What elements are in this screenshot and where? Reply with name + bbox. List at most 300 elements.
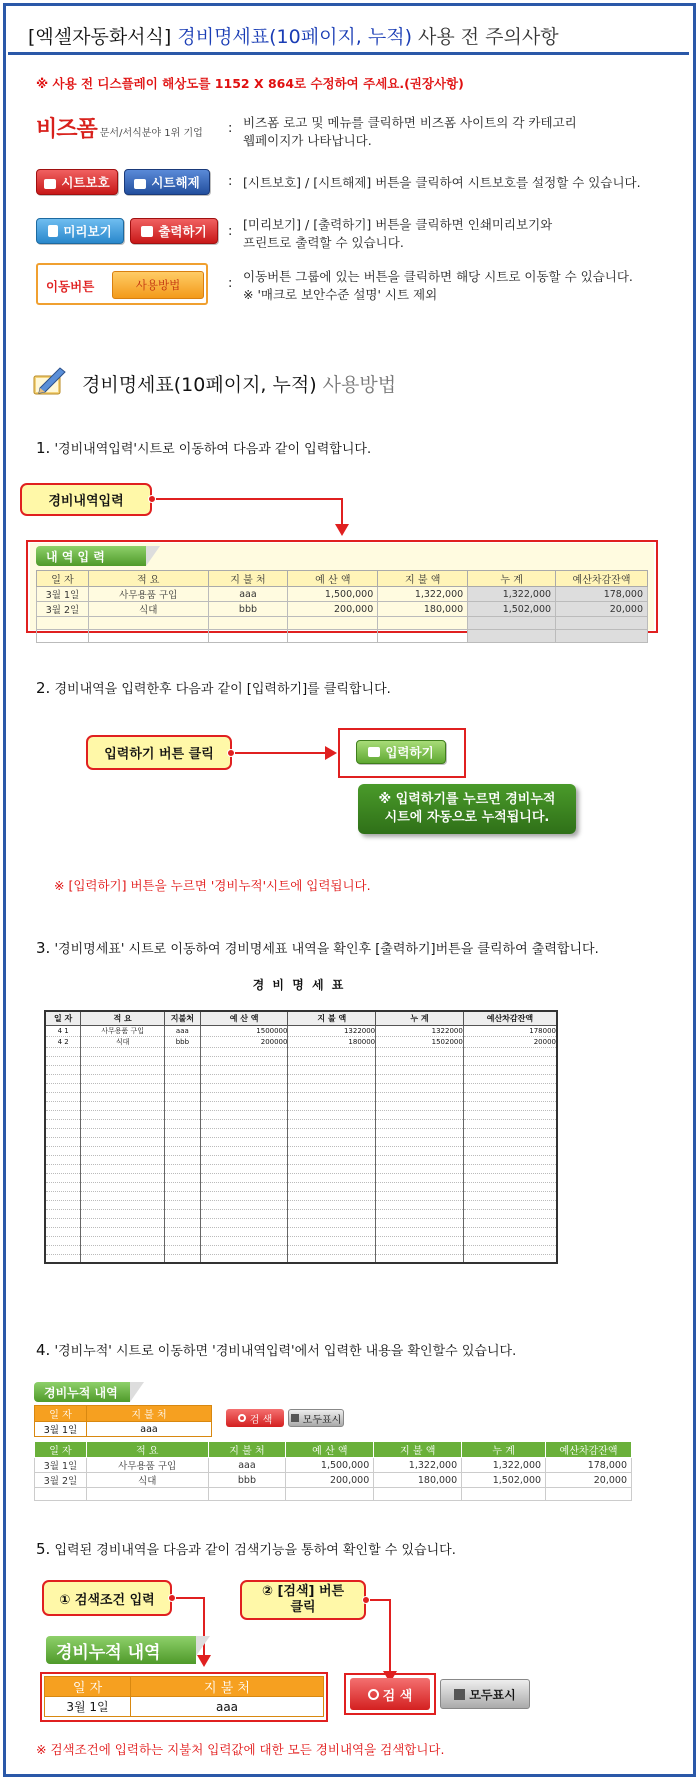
show-all-button[interactable] xyxy=(288,1409,344,1427)
ledger-cell xyxy=(376,1200,464,1209)
col-header: 예 산 액 xyxy=(288,571,378,587)
search-button[interactable] xyxy=(226,1409,284,1427)
ledger-cell xyxy=(200,1236,288,1245)
ledger-cell xyxy=(288,1227,376,1236)
ledger-cell xyxy=(288,1092,376,1101)
print-desc-line1: [미리보기] / [출력하기] 버튼을 클릭하면 인쇄미리보기와 xyxy=(243,217,553,232)
move-button-group xyxy=(36,263,208,305)
cell-payee: bbb xyxy=(208,1473,286,1488)
ledger-cell xyxy=(164,1182,200,1191)
col-header: 일 자 xyxy=(37,571,89,587)
ledger-cell xyxy=(81,1236,165,1245)
ledger-cell xyxy=(463,1146,557,1155)
step3-instruction xyxy=(36,938,599,957)
ledger-cell xyxy=(376,1245,464,1254)
cumulative-tab-large: 경비누적 내역 xyxy=(46,1636,196,1664)
ledger-cell: 1322000 xyxy=(376,1025,464,1036)
ledger-cell xyxy=(164,1056,200,1065)
table-row xyxy=(37,602,648,617)
ledger-cell xyxy=(288,1236,376,1245)
ledger-cell xyxy=(45,1047,81,1056)
cell-cumulative: 1,502,000 xyxy=(468,602,556,617)
ledger-cell xyxy=(81,1173,165,1182)
step5-note: ※ 검색조건에 입력하는 지불처 입력값에 대한 모든 경비내역을 검색합니다. xyxy=(36,1742,445,1757)
usage-section-title xyxy=(82,370,396,397)
table-row xyxy=(45,1065,557,1074)
ledger-cell xyxy=(376,1047,464,1056)
unlock-icon xyxy=(134,179,146,189)
search-payee-input[interactable]: aaa xyxy=(87,1422,212,1437)
ledger-cell xyxy=(463,1065,557,1074)
step5-callout-criteria: ① 검색조건 입력 xyxy=(42,1580,172,1616)
section-title-suffix: 사용방법 xyxy=(322,374,397,396)
cell-memo: 식대 xyxy=(86,1473,208,1488)
ledger-cell xyxy=(288,1245,376,1254)
ledger-cell xyxy=(81,1218,165,1227)
table-row xyxy=(45,1200,557,1209)
ledger-cell xyxy=(288,1101,376,1110)
ledger-cell xyxy=(81,1254,165,1263)
step-number: 2. xyxy=(36,679,51,697)
step-text: '경비내역입력'시트로 이동하여 다음과 같이 입력합니다. xyxy=(54,442,372,457)
lock-icon xyxy=(44,179,56,189)
ledger-cell xyxy=(463,1236,557,1245)
ledger-cell xyxy=(200,1137,288,1146)
ledger-cell xyxy=(81,1146,165,1155)
ledger-cell xyxy=(45,1182,81,1191)
ledger-cell xyxy=(45,1119,81,1128)
colon: : xyxy=(228,121,233,136)
step2-instruction xyxy=(36,678,391,697)
step1-callout: 경비내역입력 xyxy=(20,483,152,516)
move-desc-line1: 이동버튼 그룹에 있는 버튼을 클릭하면 해당 시트로 이동할 수 있습니다. xyxy=(243,269,633,284)
cell-paid[interactable]: 1,322,000 xyxy=(378,587,468,602)
colon: : xyxy=(228,224,233,239)
table-row xyxy=(45,1182,557,1191)
ledger-cell xyxy=(200,1056,288,1065)
sheet-protect-button[interactable] xyxy=(36,169,118,195)
table-row xyxy=(45,1101,557,1110)
title-divider xyxy=(8,52,689,55)
cell-paid: 1,322,000 xyxy=(374,1458,462,1473)
table-row xyxy=(45,1236,557,1245)
cell-memo: 사무용품 구입 xyxy=(86,1458,208,1473)
cell-memo[interactable]: 사무용품 구입 xyxy=(88,587,208,602)
unprotect-label: 시트해제 xyxy=(151,175,200,190)
arrow-right-icon xyxy=(325,746,337,760)
bizform-logo[interactable] xyxy=(36,112,203,143)
arrow-down-icon xyxy=(197,1655,211,1667)
col-header: 지 불 처 xyxy=(208,1442,286,1458)
ledger-cell xyxy=(164,1191,200,1200)
ledger-cell xyxy=(376,1092,464,1101)
logo-name: 비즈폼 xyxy=(36,117,97,142)
ledger-cell xyxy=(463,1245,557,1254)
statement-table xyxy=(44,1010,558,1264)
ledger-cell xyxy=(164,1065,200,1074)
ledger-cell xyxy=(376,1101,464,1110)
auto-accumulate-tooltip xyxy=(358,784,576,834)
show-all-button-large[interactable] xyxy=(440,1679,530,1709)
table-row xyxy=(45,1245,557,1254)
show-all-label: 모두표시 xyxy=(302,1414,342,1426)
col-header: 지 불 처 xyxy=(131,1677,324,1697)
ledger-cell: 사무용품 구입 xyxy=(81,1025,165,1036)
step1-instruction xyxy=(36,438,371,457)
table-row xyxy=(37,587,648,602)
cell-balance: 20,000 xyxy=(546,1473,632,1488)
ledger-cell xyxy=(81,1227,165,1236)
ledger-cell: 178000 xyxy=(463,1025,557,1036)
ledger-cell xyxy=(164,1047,200,1056)
ledger-cell xyxy=(45,1083,81,1092)
ledger-cell xyxy=(164,1083,200,1092)
connector-dot xyxy=(148,495,156,503)
table-row xyxy=(45,1128,557,1137)
table-row xyxy=(35,1488,632,1501)
table-row xyxy=(45,1025,557,1036)
sheet-unprotect-button[interactable] xyxy=(124,169,210,195)
table-header-row xyxy=(35,1406,212,1422)
ledger-cell: 1502000 xyxy=(376,1036,464,1047)
table-row xyxy=(45,1155,557,1164)
printer-icon xyxy=(141,226,153,237)
col-header: 예산차감잔액 xyxy=(546,1442,632,1458)
col-header: 지 불 액 xyxy=(374,1442,462,1458)
ledger-cell xyxy=(463,1074,557,1083)
ledger-cell xyxy=(463,1191,557,1200)
table-header-row xyxy=(35,1442,632,1458)
ledger-cell xyxy=(200,1164,288,1173)
ledger-cell xyxy=(81,1200,165,1209)
logo-desc-line1: 비즈폼 로고 및 메뉴를 클릭하면 비즈폼 사이트의 각 카테고리 xyxy=(243,115,577,130)
search-date-input[interactable]: 3월 1일 xyxy=(45,1697,131,1717)
ledger-cell: 200000 xyxy=(200,1036,288,1047)
ledger-cell xyxy=(376,1254,464,1263)
ledger-cell xyxy=(200,1119,288,1128)
cell-cumulative: 1,322,000 xyxy=(468,587,556,602)
ledger-cell xyxy=(164,1245,200,1254)
table-row xyxy=(45,1146,557,1155)
ledger-cell xyxy=(463,1164,557,1173)
table-row xyxy=(45,1036,557,1047)
tooltip-line1: ※ 입력하기를 누르면 경비누적 xyxy=(378,792,556,807)
ledger-cell xyxy=(463,1173,557,1182)
ledger-cell xyxy=(376,1074,464,1083)
ledger-cell xyxy=(164,1209,200,1218)
ledger-cell xyxy=(463,1137,557,1146)
ledger-cell xyxy=(288,1128,376,1137)
col-header: 지 불 처 xyxy=(87,1406,212,1422)
col-header: 지 불 처 xyxy=(208,571,288,587)
ledger-cell xyxy=(81,1209,165,1218)
protect-description: [시트보호] / [시트해제] 버튼을 클릭하여 시트보호를 설정할 수 있습니다. xyxy=(243,175,641,190)
ledger-cell xyxy=(200,1101,288,1110)
col-header: 적 요 xyxy=(88,571,208,587)
ledger-cell xyxy=(376,1182,464,1191)
move-group-label: 이동버튼 xyxy=(46,279,95,294)
ledger-cell xyxy=(45,1128,81,1137)
step-text: '경비누적' 시트로 이동하면 '경비내역입력'에서 입력한 내용을 확인할수 있습니다. xyxy=(54,1344,517,1359)
search-button-label: 검 색 xyxy=(382,1688,413,1704)
ledger-cell xyxy=(200,1209,288,1218)
cell-payee: aaa xyxy=(208,1458,286,1473)
eraser-icon xyxy=(454,1689,465,1700)
eraser-icon xyxy=(291,1414,299,1422)
cell-balance: 20,000 xyxy=(556,602,648,617)
cell-payee[interactable]: bbb xyxy=(208,602,288,617)
ledger-cell xyxy=(288,1065,376,1074)
col-header: 예 산 액 xyxy=(286,1442,374,1458)
ledger-cell xyxy=(164,1218,200,1227)
ledger-cell: aaa xyxy=(164,1025,200,1036)
table-row xyxy=(45,1209,557,1218)
table-header-row xyxy=(45,1011,557,1025)
search-date-input[interactable]: 3월 1일 xyxy=(35,1422,87,1437)
col-header: 지 불 액 xyxy=(378,571,468,587)
cell-memo[interactable]: 식대 xyxy=(88,602,208,617)
ledger-cell xyxy=(45,1173,81,1182)
cell-cumulative: 1,502,000 xyxy=(462,1473,546,1488)
col-header: 일 자 xyxy=(45,1011,81,1025)
ledger-cell xyxy=(200,1245,288,1254)
search-icon xyxy=(238,1414,246,1422)
logo-desc-line2: 웹페이지가 나타납니다. xyxy=(243,133,372,148)
ledger-cell xyxy=(376,1083,464,1092)
cell-date[interactable]: 3월 1일 xyxy=(37,587,89,602)
ledger-cell xyxy=(376,1218,464,1227)
table-row xyxy=(45,1092,557,1101)
ledger-cell xyxy=(81,1101,165,1110)
ledger-cell xyxy=(45,1056,81,1065)
step-text: 입력된 경비내역을 다음과 같이 검색기능을 통하여 확인할 수 있습니다. xyxy=(54,1543,456,1558)
resolution-warning: ※ 사용 전 디스플레이 해상도를 1152 X 864로 수정하여 주세요.(권장사항) xyxy=(36,76,464,91)
ledger-cell xyxy=(164,1074,200,1083)
callout-line2: 클릭 xyxy=(290,1600,316,1615)
statement-title: 경 비 명 세 표 xyxy=(252,978,346,992)
connector-dot xyxy=(362,1596,370,1604)
pencil-notebook-icon xyxy=(30,362,70,398)
step-number: 4. xyxy=(36,1341,51,1359)
print-desc-line2: 프린트로 출력할 수 있습니다. xyxy=(243,235,404,250)
cell-budget: 200,000 xyxy=(286,1473,374,1488)
ledger-cell xyxy=(164,1227,200,1236)
ledger-cell xyxy=(45,1191,81,1200)
ledger-cell xyxy=(200,1065,288,1074)
ledger-cell xyxy=(45,1254,81,1263)
ledger-cell xyxy=(45,1245,81,1254)
table-header-row xyxy=(45,1677,324,1697)
ledger-cell xyxy=(288,1200,376,1209)
ledger-cell xyxy=(200,1047,288,1056)
usage-button[interactable]: 사용방법 xyxy=(112,271,204,299)
ledger-cell xyxy=(376,1056,464,1065)
table-row xyxy=(45,1697,324,1717)
table-row xyxy=(45,1173,557,1182)
step2-callout: 입력하기 버튼 클릭 xyxy=(86,735,232,770)
ledger-cell xyxy=(288,1110,376,1119)
cell-budget[interactable]: 200,000 xyxy=(288,602,378,617)
col-header: 일 자 xyxy=(35,1406,87,1422)
search-button-label: 검 색 xyxy=(249,1414,273,1426)
ledger-cell xyxy=(200,1173,288,1182)
col-header: 적 요 xyxy=(86,1442,208,1458)
ledger-cell xyxy=(164,1236,200,1245)
ledger-cell xyxy=(463,1110,557,1119)
table-row xyxy=(45,1218,557,1227)
step5-instruction xyxy=(36,1539,456,1558)
ledger-cell xyxy=(463,1182,557,1191)
search-button-large[interactable] xyxy=(350,1678,430,1710)
connector-line xyxy=(235,752,325,754)
col-header: 누 계 xyxy=(462,1442,546,1458)
step2-note: ※ [입력하기] 버튼을 누르면 '경비누적'시트에 입력됩니다. xyxy=(54,878,371,893)
ledger-cell xyxy=(45,1236,81,1245)
move-desc-line2: ※ '매크로 보안수준 설명' 시트 제외 xyxy=(243,287,438,302)
cell-payee[interactable]: aaa xyxy=(208,587,288,602)
cell-date[interactable]: 3월 2일 xyxy=(37,602,89,617)
ledger-cell xyxy=(81,1092,165,1101)
ledger-cell: 20000 xyxy=(463,1036,557,1047)
ledger-cell xyxy=(45,1155,81,1164)
ledger-cell xyxy=(200,1200,288,1209)
ledger-cell xyxy=(376,1110,464,1119)
ledger-cell xyxy=(288,1119,376,1128)
cell-paid[interactable]: 180,000 xyxy=(378,602,468,617)
arrow-down-icon xyxy=(335,524,349,536)
ledger-cell xyxy=(81,1137,165,1146)
ledger-cell: 1322000 xyxy=(288,1025,376,1036)
ledger-cell xyxy=(45,1092,81,1101)
ledger-cell xyxy=(200,1218,288,1227)
section-title-main: 경비명세표(10페이지, 누적) xyxy=(82,374,317,396)
cell-balance: 178,000 xyxy=(546,1458,632,1473)
ledger-cell xyxy=(463,1227,557,1236)
logo-tagline: 문서/서식분야 1위 기업 xyxy=(99,128,203,139)
cell-budget: 1,500,000 xyxy=(286,1458,374,1473)
ledger-cell xyxy=(164,1164,200,1173)
ledger-cell xyxy=(200,1254,288,1263)
ledger-cell xyxy=(463,1083,557,1092)
ledger-cell xyxy=(200,1110,288,1119)
ledger-cell xyxy=(45,1209,81,1218)
step4-instruction xyxy=(36,1340,516,1359)
ledger-cell xyxy=(81,1119,165,1128)
search-payee-input[interactable]: aaa xyxy=(131,1697,324,1717)
preview-label: 미리보기 xyxy=(63,224,112,239)
ledger-cell xyxy=(81,1128,165,1137)
table-row xyxy=(45,1254,557,1263)
ledger-cell xyxy=(45,1101,81,1110)
cell-budget[interactable]: 1,500,000 xyxy=(288,587,378,602)
ledger-cell: 180000 xyxy=(288,1036,376,1047)
ledger-cell xyxy=(81,1155,165,1164)
ledger-cell xyxy=(376,1146,464,1155)
preview-button[interactable] xyxy=(36,218,124,244)
logo-description xyxy=(243,114,577,150)
ledger-cell xyxy=(463,1155,557,1164)
ledger-cell xyxy=(288,1173,376,1182)
table-header-row xyxy=(37,571,648,587)
table-row xyxy=(45,1119,557,1128)
ledger-cell: 4 2 xyxy=(45,1036,81,1047)
search-icon xyxy=(368,1689,379,1700)
ledger-cell xyxy=(376,1065,464,1074)
ledger-cell xyxy=(376,1227,464,1236)
print-label: 출력하기 xyxy=(158,224,207,239)
ledger-cell xyxy=(288,1182,376,1191)
search-criteria-table-large xyxy=(44,1676,324,1717)
ledger-cell xyxy=(463,1092,557,1101)
ledger-cell xyxy=(81,1110,165,1119)
ledger-cell xyxy=(288,1164,376,1173)
connector-line xyxy=(176,1597,204,1599)
search-criteria-table xyxy=(34,1405,212,1437)
callout-line1: ② [검색] 버튼 xyxy=(261,1584,345,1599)
ledger-cell xyxy=(164,1101,200,1110)
ledger-cell xyxy=(45,1200,81,1209)
ledger-cell xyxy=(288,1137,376,1146)
print-description xyxy=(243,216,552,252)
col-header: 예산차감잔액 xyxy=(556,571,648,587)
ledger-cell xyxy=(376,1137,464,1146)
ledger-cell xyxy=(200,1128,288,1137)
ledger-cell xyxy=(81,1191,165,1200)
col-header: 일 자 xyxy=(45,1677,131,1697)
ledger-cell xyxy=(200,1155,288,1164)
ledger-cell xyxy=(164,1137,200,1146)
step-number: 1. xyxy=(36,439,51,457)
cell-date: 3월 1일 xyxy=(35,1458,87,1473)
ledger-cell xyxy=(288,1146,376,1155)
table-row xyxy=(45,1074,557,1083)
input-table xyxy=(36,570,648,643)
ledger-cell xyxy=(164,1173,200,1182)
input-button[interactable] xyxy=(356,740,446,764)
ledger-cell xyxy=(45,1146,81,1155)
move-description xyxy=(243,268,633,304)
connector-dot xyxy=(227,749,235,757)
table-row xyxy=(37,630,648,643)
colon: : xyxy=(228,276,233,291)
ledger-cell xyxy=(463,1056,557,1065)
print-button[interactable] xyxy=(130,218,218,244)
col-header: 예산차감잔액 xyxy=(463,1011,557,1025)
ledger-cell xyxy=(288,1209,376,1218)
title-prefix: [엑셀자동화서식] xyxy=(28,26,172,48)
input-button-label: 입력하기 xyxy=(385,745,434,760)
input-sheet-preview xyxy=(30,543,654,630)
cell-paid: 180,000 xyxy=(374,1473,462,1488)
ledger-cell xyxy=(200,1191,288,1200)
tooltip-line2: 시트에 자동으로 누적됩니다. xyxy=(384,810,550,825)
table-row xyxy=(45,1164,557,1173)
ledger-cell xyxy=(376,1209,464,1218)
step-text: '경비명세표' 시트로 이동하여 경비명세표 내역을 확인후 [출력하기]버튼을 클릭하여 출력합니다. xyxy=(54,942,599,957)
ledger-cell xyxy=(164,1200,200,1209)
ledger-cell xyxy=(200,1182,288,1191)
ledger-cell xyxy=(288,1254,376,1263)
ledger-cell: bbb xyxy=(164,1036,200,1047)
statement-preview xyxy=(38,972,560,1294)
cumulative-table xyxy=(34,1441,632,1501)
ledger-cell xyxy=(81,1074,165,1083)
step-number: 5. xyxy=(36,1540,51,1558)
connector-line xyxy=(389,1599,391,1671)
cell-cumulative: 1,322,000 xyxy=(462,1458,546,1473)
ledger-cell xyxy=(200,1227,288,1236)
page-title xyxy=(28,22,559,49)
